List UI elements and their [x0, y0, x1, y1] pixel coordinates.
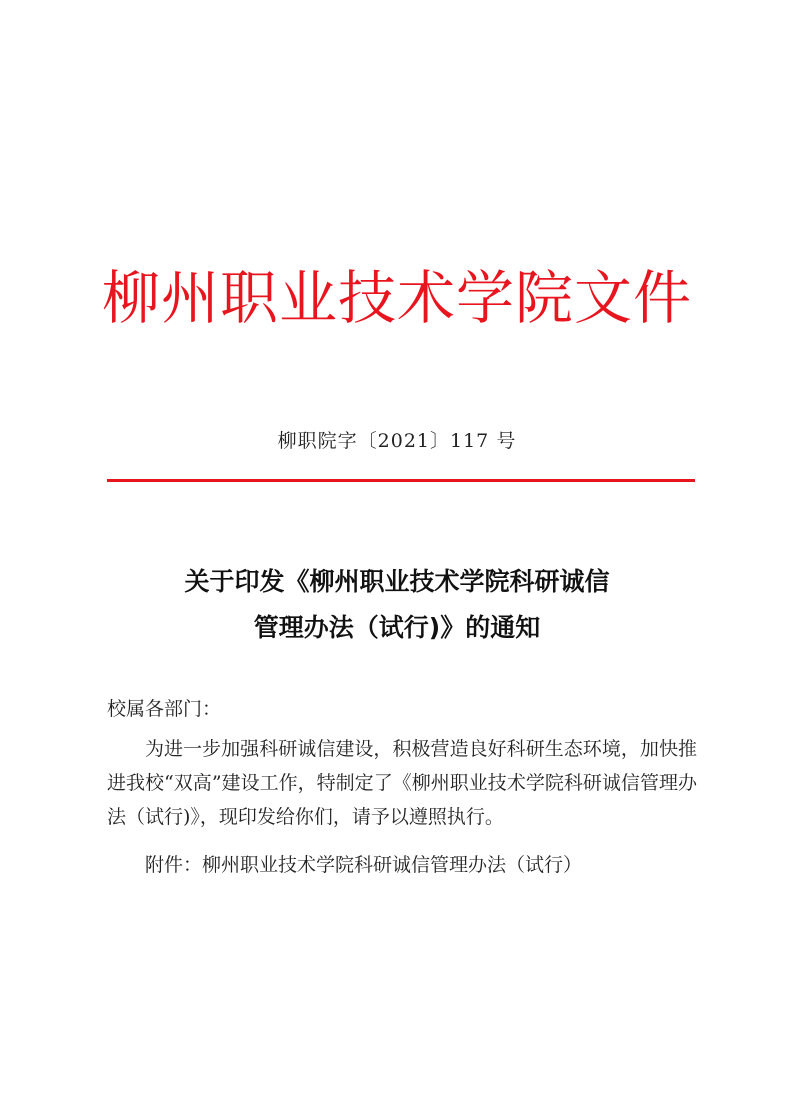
- salutation: 校属各部门：: [107, 698, 222, 720]
- notice-title-line-2: 管理办法（试行)》的通知: [253, 613, 541, 642]
- header-red-divider: [107, 479, 695, 482]
- notice-title: [0, 559, 794, 651]
- notice-body: [107, 692, 697, 882]
- attachment-line: 附件：柳州职业技术学院科研诚信管理办法（试行）: [145, 854, 583, 876]
- notice-title-line-1: 关于印发《柳州职业技术学院科研诚信: [184, 567, 610, 596]
- body-paragraph: 为进一步加强科研诚信建设，积极营造良好科研生态环境，加快推进我校“双高”建设工作，特制定了《柳州职业技术学院科研诚信管理办法（试行)》，现印发给你们，请予以遵照执行。: [107, 738, 697, 828]
- document-number: 柳职院字〔2021〕117 号: [277, 430, 517, 452]
- document-header-title: 柳州职业技术学院文件: [101, 264, 692, 332]
